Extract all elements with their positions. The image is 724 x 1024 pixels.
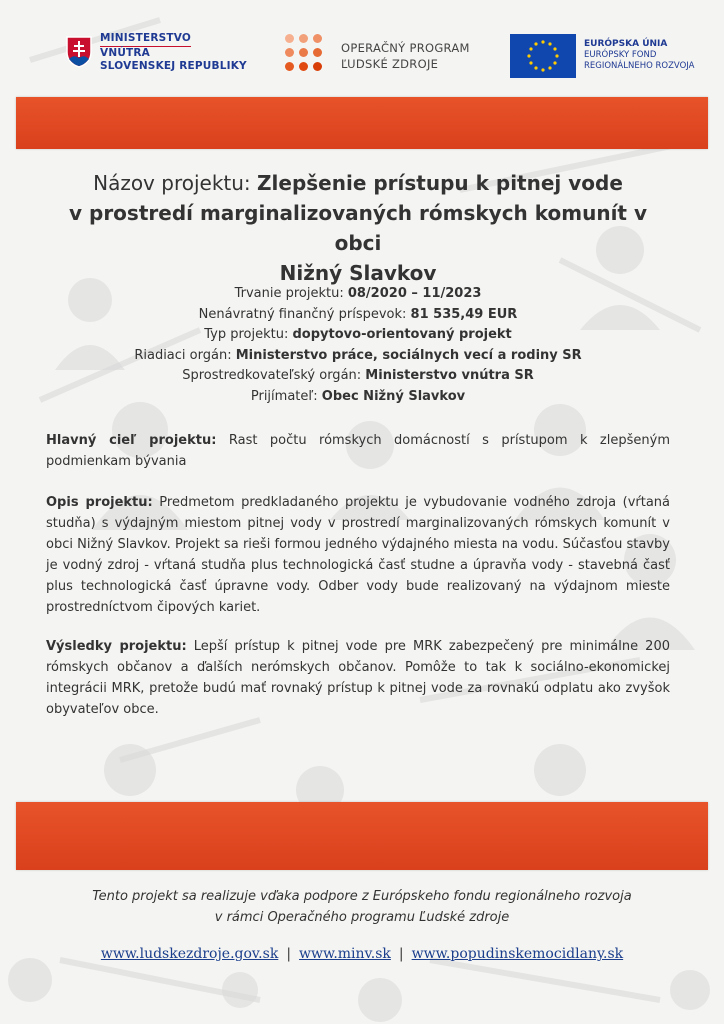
ministry-name-line3: SLOVENSKEJ REPUBLIKY <box>100 60 247 72</box>
ministry-name-line2: VNÚTRA <box>100 47 151 59</box>
program-name-line2: ĽUDSKÉ ZDROJE <box>341 57 439 71</box>
description-label: Opis projektu: <box>46 495 153 510</box>
title-text-line1: Zlepšenie prístupu k pitnej vode <box>257 171 623 195</box>
detail-value: dopytovo-orientovaný projekt <box>292 327 512 342</box>
eu-name-line1: EURÓPSKA ÚNIA <box>584 39 668 49</box>
eu-name-line3: REGIONÁLNEHO ROZVOJA <box>584 61 695 71</box>
project-details <box>46 284 670 407</box>
title-text-line2: v prostredí marginalizovaných rómskych komunít v obci <box>69 201 647 255</box>
bottom-orange-band <box>16 802 708 870</box>
detail-label: Riadiaci orgán: <box>134 347 232 363</box>
ministry-logo <box>66 32 256 82</box>
detail-type <box>46 325 670 346</box>
detail-duration <box>46 284 670 305</box>
funding-note-line2: v rámci Operačného programu Ľudské zdroje <box>214 910 510 925</box>
results-text: Lepší prístup k pitnej vode pre MRK zabezpečený pre minimálne 200 rómskych občanov a ďalších nerómskych občanov. Pomôže to tak k sociálno-ekonomickej integrácii MRK, pretože budú mať rovnaký prístup k pitnej vode za rovnakú odplatu ako zvyšok obyvateľov obce. <box>46 639 670 717</box>
title-label: Názov projektu: <box>93 171 251 195</box>
detail-value: Ministerstvo vnútra SR <box>365 368 534 383</box>
detail-managing-authority <box>46 346 670 367</box>
results-section <box>46 636 670 720</box>
link-popudinskemocidlany[interactable]: www.popudinskemocidlany.sk <box>411 946 624 962</box>
goal-text: Rast počtu rómskych domácností s prístupom k zlepšeným podmienkam bývania <box>46 433 670 469</box>
detail-intermediate-body <box>46 366 670 387</box>
results-label: Výsledky projektu: <box>46 639 187 654</box>
ministry-name-line1: MINISTERSTVO <box>100 32 191 47</box>
detail-value: 08/2020 – 11/2023 <box>347 286 482 301</box>
detail-grant <box>46 305 670 326</box>
link-minv[interactable]: www.minv.sk <box>299 946 391 962</box>
header-logos <box>0 22 724 92</box>
detail-value: 81 535,49 EUR <box>410 306 518 322</box>
eu-flag-icon <box>510 34 576 78</box>
description-text: Predmetom predkladaného projektu je vybudovanie vodného zdroja (vŕtaná studňa) s výdajným miestom pitnej vody v prostredí marginalizovaných rómskych komunít v obci Nižný Slavkov. Projekt sa rieši formou jedného výdajného miesta na vodu. Súčasťou stavby je vodný zdroj - vŕtaná studňa plus technologická časť studne a úpravňa vody - stavebná časť plus technologická časť úpravne vody. Odber vody bude realizovaný na výdajnom mieste prostredníctvom čipových kariet. <box>46 495 671 615</box>
eu-fund-logo <box>510 34 710 82</box>
link-ludskezdroje[interactable]: www.ludskezdroje.gov.sk <box>100 946 279 962</box>
detail-label: Sprostredkovateľský orgán: <box>182 368 362 383</box>
detail-label: Typ projektu: <box>204 327 289 342</box>
program-dots-icon <box>285 34 329 78</box>
operational-program-logo <box>285 34 485 82</box>
description-section <box>46 492 670 618</box>
project-title <box>46 168 670 288</box>
goal-section <box>46 430 670 472</box>
detail-label: Prijímateľ: <box>250 388 318 404</box>
detail-label: Trvanie projektu: <box>234 286 344 301</box>
program-name-line1: OPERAČNÝ PROGRAM <box>341 41 470 55</box>
detail-value: Obec Nižný Slavkov <box>321 388 466 404</box>
top-orange-band <box>16 97 708 149</box>
slovak-coat-of-arms-icon <box>66 36 92 68</box>
link-separator: | <box>398 946 404 962</box>
link-separator: | <box>286 946 292 962</box>
goal-label: Hlavný cieľ projektu: <box>46 433 217 448</box>
footer-links <box>40 946 684 962</box>
title-text-line3: Nižný Slavkov <box>279 261 437 285</box>
detail-beneficiary <box>46 387 670 408</box>
detail-label: Nenávratný finančný príspevok: <box>198 306 407 322</box>
funding-note-line1: Tento projekt sa realizuje vďaka podpore z Európskeho fondu regionálneho rozvoja <box>92 889 632 904</box>
detail-value: Ministerstvo práce, sociálnych vecí a rodiny SR <box>235 347 582 363</box>
funding-note <box>46 886 678 928</box>
eu-name-line2: EURÓPSKY FOND <box>584 50 657 60</box>
